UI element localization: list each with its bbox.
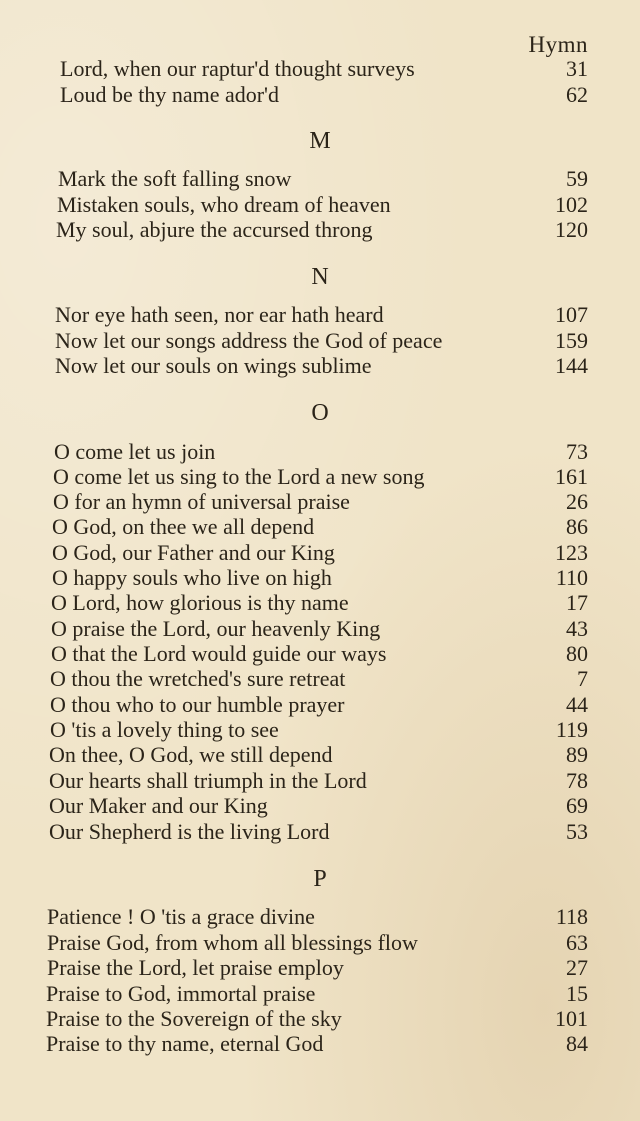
hymn-number: 89 [566, 742, 588, 767]
hymn-number: 101 [555, 1006, 588, 1031]
hymn-number: 15 [566, 981, 588, 1006]
index-entry [0, 540, 640, 565]
index-entry [0, 666, 640, 691]
hymn-first-line: Praise God, from whom all blessings flow [47, 930, 418, 955]
hymn-first-line: Loud be thy name ador'd [60, 82, 280, 107]
hymn-first-line: O come let us join [54, 439, 216, 464]
index-entry [0, 717, 640, 742]
hymn-first-line: Mark the soft falling snow [58, 166, 292, 191]
index-entry [0, 166, 640, 191]
index-entry [0, 464, 640, 489]
index-entry [0, 981, 640, 1006]
hymn-first-line: Our Shepherd is the living Lord [49, 819, 330, 844]
index-entry [0, 692, 640, 717]
hymn-first-line: O God, on thee we all depend [52, 514, 315, 539]
hymn-first-line: O Lord, how glorious is thy name [51, 590, 349, 615]
hymn-first-line: O that the Lord would guide our ways [51, 641, 387, 666]
hymn-number: 7 [577, 666, 588, 691]
column-header-hymn: Hymn [528, 32, 588, 57]
section-letter-o: O [311, 400, 329, 426]
section-letter-m: M [309, 128, 331, 154]
hymn-first-line: Praise to the Sovereign of the sky [46, 1006, 342, 1031]
index-entry [0, 514, 640, 539]
index-entry [0, 590, 640, 615]
index-entry [0, 930, 640, 955]
index-entry [0, 819, 640, 844]
hymn-number: 31 [566, 56, 588, 81]
hymn-number: 86 [566, 514, 588, 539]
index-entry [0, 56, 640, 81]
hymn-first-line: O happy souls who live on high [52, 565, 332, 590]
index-entry [0, 302, 640, 327]
hymn-number: 73 [566, 439, 588, 464]
hymn-first-line: O praise the Lord, our heavenly King [51, 616, 381, 641]
hymn-first-line: Praise to thy name, eternal God [46, 1031, 324, 1056]
index-entry [0, 1031, 640, 1056]
hymn-first-line: O 'tis a lovely thing to see [50, 717, 279, 742]
hymn-first-line: Mistaken souls, who dream of heaven [57, 192, 391, 217]
hymn-number: 159 [555, 328, 588, 353]
hymn-number: 161 [555, 464, 588, 489]
hymn-number: 59 [566, 166, 588, 191]
hymn-number: 144 [555, 353, 588, 378]
index-entry [0, 217, 640, 242]
hymn-first-line: Praise the Lord, let praise employ [47, 955, 344, 980]
index-entry [0, 742, 640, 767]
hymn-first-line: O God, our Father and our King [52, 540, 335, 565]
hymn-number: 102 [555, 192, 588, 217]
hymn-number: 17 [566, 590, 588, 615]
hymn-number: 26 [566, 489, 588, 514]
hymn-first-line: Nor eye hath seen, nor ear hath heard [55, 302, 384, 327]
hymn-first-line: Our hearts shall triumph in the Lord [49, 768, 367, 793]
hymn-number: 69 [566, 793, 588, 818]
hymn-first-line: Patience ! O 'tis a grace divine [47, 904, 315, 929]
hymn-number: 120 [555, 217, 588, 242]
index-entry [0, 616, 640, 641]
index-entry [0, 1006, 640, 1031]
hymn-number: 78 [566, 768, 588, 793]
index-entry [0, 489, 640, 514]
hymn-first-line: Our Maker and our King [49, 793, 268, 818]
hymn-number: 27 [566, 955, 588, 980]
index-entry [0, 768, 640, 793]
index-entry [0, 641, 640, 666]
hymn-first-line: O thou who to our humble prayer [50, 692, 345, 717]
hymn-first-line: On thee, O God, we still depend [49, 742, 333, 767]
hymn-first-line: O for an hymn of universal praise [53, 489, 350, 514]
hymn-number: 123 [555, 540, 588, 565]
index-entry [0, 439, 640, 464]
index-entry [0, 192, 640, 217]
hymn-number: 119 [555, 717, 588, 742]
hymn-number: 43 [566, 616, 588, 641]
hymn-number: 53 [566, 819, 588, 844]
hymn-first-line: O thou the wretched's sure retreat [50, 666, 346, 691]
index-entry [0, 353, 640, 378]
hymn-number: 80 [566, 641, 588, 666]
hymn-first-line: Lord, when our raptur'd thought surveys [60, 56, 415, 81]
index-entry [0, 955, 640, 980]
hymn-number: 63 [566, 930, 588, 955]
hymn-first-line: Praise to God, immortal praise [46, 981, 316, 1006]
hymn-first-line: My soul, abjure the accursed throng [56, 217, 373, 242]
hymn-first-line: Now let our souls on wings sublime [55, 353, 372, 378]
hymn-number: 62 [566, 82, 588, 107]
hymn-number: 107 [555, 302, 588, 327]
hymn-number: 110 [555, 565, 588, 590]
index-entry [0, 793, 640, 818]
section-letter-n: N [311, 264, 329, 290]
index-entry [0, 565, 640, 590]
hymn-number: 118 [555, 904, 588, 929]
hymn-first-line: O come let us sing to the Lord a new song [53, 464, 425, 489]
section-letter-p: P [313, 866, 327, 892]
index-entry [0, 82, 640, 107]
hymn-first-line: Now let our songs address the God of peace [55, 328, 443, 353]
hymn-number: 44 [566, 692, 588, 717]
hymn-number: 84 [566, 1031, 588, 1056]
index-entry [0, 328, 640, 353]
index-entry [0, 904, 640, 929]
